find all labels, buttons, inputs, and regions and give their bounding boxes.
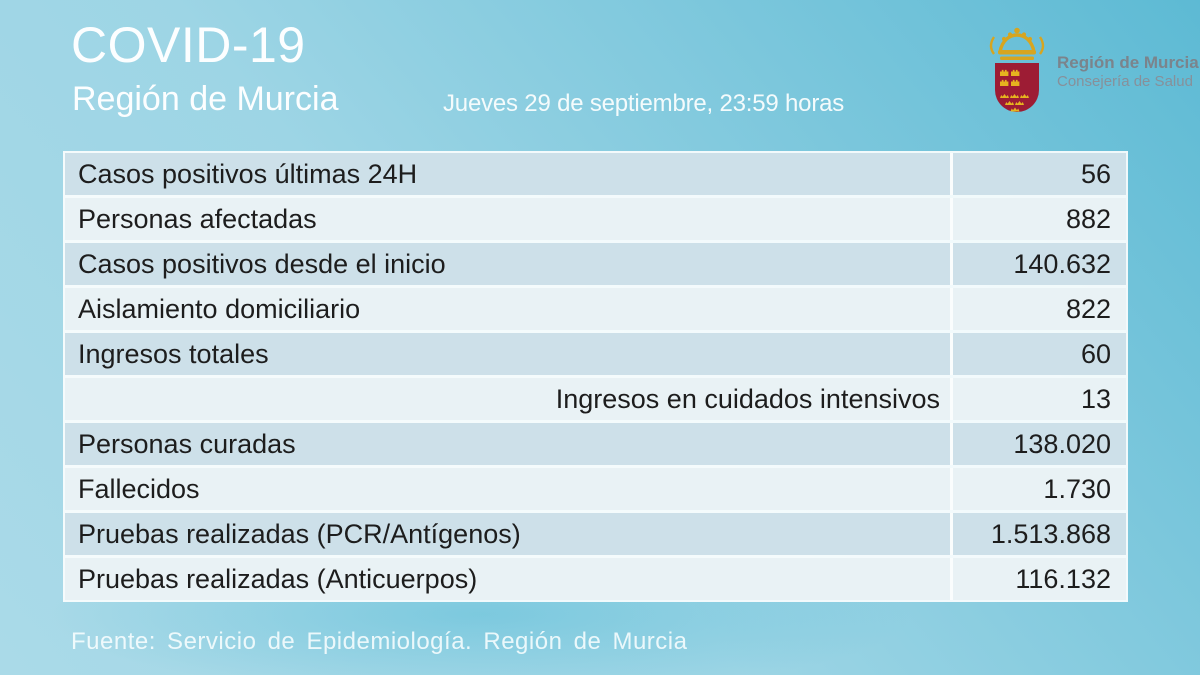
table-row	[65, 153, 1126, 195]
table-row	[65, 198, 1126, 240]
row-value: 1.513.868	[950, 513, 1126, 555]
page-title: COVID-19	[71, 17, 306, 73]
row-label: Pruebas realizadas (PCR/Antígenos)	[65, 513, 950, 555]
row-value: 13	[950, 378, 1126, 420]
row-label: Pruebas realizadas (Anticuerpos)	[65, 558, 950, 600]
row-label: Aislamiento domiciliario	[65, 288, 950, 330]
row-value: 116.132	[950, 558, 1126, 600]
table-row	[65, 243, 1126, 285]
row-value: 140.632	[950, 243, 1126, 285]
logo-text	[1057, 52, 1199, 92]
table-row	[65, 468, 1126, 510]
row-label: Ingresos en cuidados intensivos	[65, 378, 950, 420]
covid-stats-table	[63, 151, 1128, 602]
row-label: Fallecidos	[65, 468, 950, 510]
row-value: 882	[950, 198, 1126, 240]
row-value: 60	[950, 333, 1126, 375]
row-label: Personas afectadas	[65, 198, 950, 240]
row-value: 822	[950, 288, 1126, 330]
row-label: Ingresos totales	[65, 333, 950, 375]
logo-dept-name: Consejería de Salud	[1057, 73, 1193, 91]
row-label: Casos positivos desde el inicio	[65, 243, 950, 285]
page-subtitle: Región de Murcia	[72, 80, 339, 118]
murcia-coat-of-arms-icon	[986, 20, 1048, 120]
row-value: 1.730	[950, 468, 1126, 510]
source-note: Fuente: Servicio de Epidemiología. Región de Murcia	[71, 628, 688, 655]
table-row	[65, 558, 1126, 600]
row-value: 138.020	[950, 423, 1126, 465]
region-murcia-logo	[986, 20, 1199, 120]
report-datetime: Jueves 29 de septiembre, 23:59 horas	[443, 90, 845, 117]
table-row	[65, 333, 1126, 375]
table-row	[65, 288, 1126, 330]
table-row	[65, 423, 1126, 465]
row-label: Casos positivos últimas 24H	[65, 153, 950, 195]
logo-org-name: Región de Murcia	[1057, 53, 1199, 72]
row-label: Personas curadas	[65, 423, 950, 465]
table-row	[65, 378, 1126, 420]
row-value: 56	[950, 153, 1126, 195]
table-row	[65, 513, 1126, 555]
